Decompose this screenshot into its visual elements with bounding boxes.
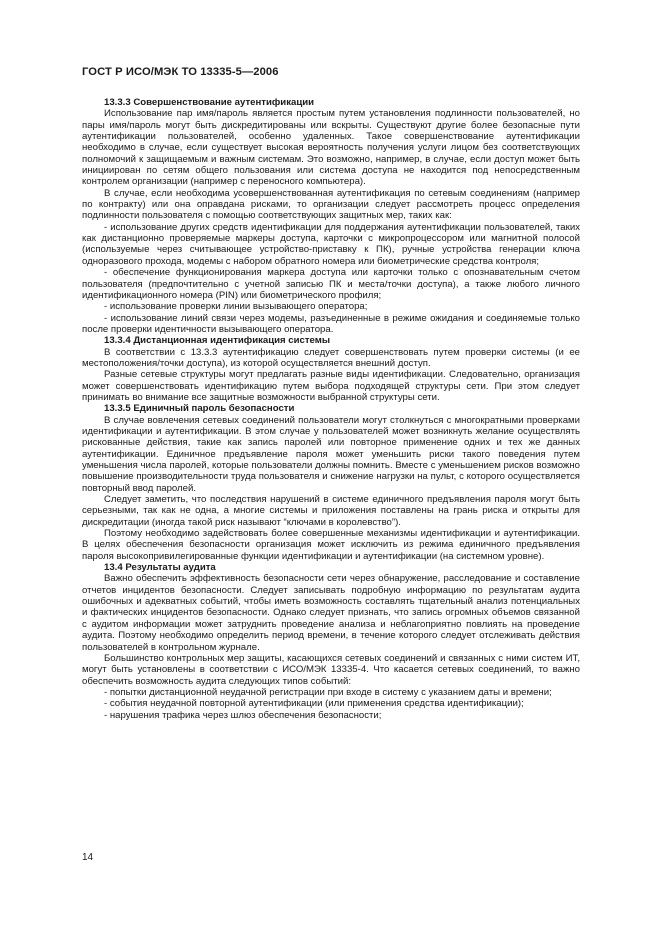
- list-item: - попытки дистанционной неудачной регистрации при входе в систему с указанием даты и времени;: [104, 686, 552, 698]
- list-item: - события неудачной повторной аутентификации (или применения средства идентификации);: [104, 698, 524, 710]
- paragraph: Поэтому необходимо задействовать более совершенные механизмы идентификации и аутентификации. В целях обеспечения безопасности организация может исключить из режима единичного предъявления пароля высокопривилегированные функции идентификации и аутентификации (на системном уровне).: [82, 528, 580, 562]
- list-item: - использование других средств идентификации для поддержания аутентификации пользователей, таких как дистанционно проверяемые маркеры доступа, карточки с микропроцессором или магнитной полосой (используемые через считывающее устройство-приставку к ПК), ручные устройства генерации ключа одноразового прохода, модемы с набором обратного номера или биометрические средства контроля;: [82, 221, 580, 267]
- section-heading-13-3-5: 13.3.5 Единичный пароль безопасности: [104, 403, 295, 415]
- paragraph: Разные сетевые структуры могут предлагать разные виды идентификации. Следовательно, организация может совершенствовать идентификацию путем выбора подходящей структуры сети. При этом следует принимать во внимание все защитные возможности выбранной структуры сети.: [82, 369, 580, 403]
- page-content: [82, 97, 580, 721]
- paragraph: В случае, если необходима усовершенствованная аутентификация по сетевым соединениям (например по контракту) или она оправдана рисками, то организации следует рассмотреть процесс определения подлинности пользователя с помощью соответствующих защитных мер, таких как:: [82, 187, 580, 222]
- section-heading-13-3-4: 13.3.4 Дистанционная идентификация системы: [104, 335, 331, 347]
- section-heading-13-4: 13.4 Результаты аудита: [104, 562, 216, 574]
- paragraph: Использование пар имя/пароль является простым путем установления подлинности пользователей, но пары имя/пароль могут быть дискредитированы или вскрыты. Существуют другие более безопасные пути аутентификации пользователей, особенно удаленных. Такое совершенствование аутентификации необходимо в случае, если существует высокая вероятность получения услуги лицом без соответствующих полномочий к защищаемым и важным системам. Это возможно, например, в случае, если доступ может быть инициирован по сетям общего пользования или система доступа не находится под непосредственным контролем организации (например с переносного компьютера).: [82, 108, 580, 188]
- page-number: 14: [82, 852, 94, 863]
- paragraph: Следует заметить, что последствия нарушений в системе единичного предъявления пароля могут быть серьезными, так как не одна, а многие системы и приложения поставлены на грань риска и открыты для дискредитации (иногда такой риск называют “ключами в королевство”).: [82, 494, 580, 528]
- paragraph: В соответствии с 13.3.3 аутентификацию следует совершенствовать путем проверки системы (и ее местоположения/точки доступа), из которой осуществляется внешний доступ.: [82, 346, 580, 369]
- list-item: - обеспечение функционирования маркера доступа или карточки только с опознавательным счетом пользователя (предпочтительно с учетной записью ПК и места/точки доступа), а также любого личного идентификационного номера (PIN) или биометрического профиля;: [82, 267, 580, 301]
- paragraph: Важно обеспечить эффективность безопасности сети через обнаружение, расследование и составление отчетов инцидентов безопасности. Следует записывать подробную информацию по результатам аудита ошибочных и адекватных событий, чтобы иметь возможность составлять тщательный анализ потенциальных и фактических инцидентов безопасности. Однако следует признать, что запись огромных объемов связанной с аудитом информации может затруднить проведение анализа и неблагоприятно повлиять на проведение аудита. Поэтому необходимо определить период времени, в течение которого следует отслеживать действия пользователей в контрольном журнале.: [82, 573, 580, 653]
- section-heading-13-3-3: 13.3.3 Совершенствование аутентификации: [104, 97, 315, 108]
- list-item: - использование линий связи через модемы, разъединенные в режиме ожидания и соединяемые только после проверки идентичности вызывающего оператора.: [82, 312, 580, 335]
- list-item: - использование проверки линии вызывающего оператора;: [104, 301, 368, 313]
- paragraph: В случае вовлечения сетевых соединений пользователи могут столкнуться с многократными проверками идентификации и аутентификации. В этом случае у пользователей может возникнуть желание осуществлять рискованные действия, такие как запись паролей или повторное применение одних и тех же данных аутентификации. Единичное предъявление пароля может уменьшить риски такого поведения путем уменьшения числа паролей, которые пользователи должны помнить. Вместе с уменьшением рисков возможно повышение производительности труда пользователя и снижение нагрузки на пульт, с которого осуществляется повторный ввод паролей.: [82, 414, 580, 494]
- document-header: ГОСТ Р ИСО/МЭК ТО 13335-5—2006: [82, 66, 279, 78]
- paragraph: Большинство контрольных мер защиты, касающихся сетевых соединений и связанных с ними систем ИТ, могут быть установлены в соответствии с ИСО/МЭК 13335-4. Что касается сетевых соединений, то важно обеспечить возможность аудита следующих типов событий:: [82, 652, 580, 687]
- list-item: - нарушения трафика через шлюз обеспечения безопасности;: [104, 709, 382, 721]
